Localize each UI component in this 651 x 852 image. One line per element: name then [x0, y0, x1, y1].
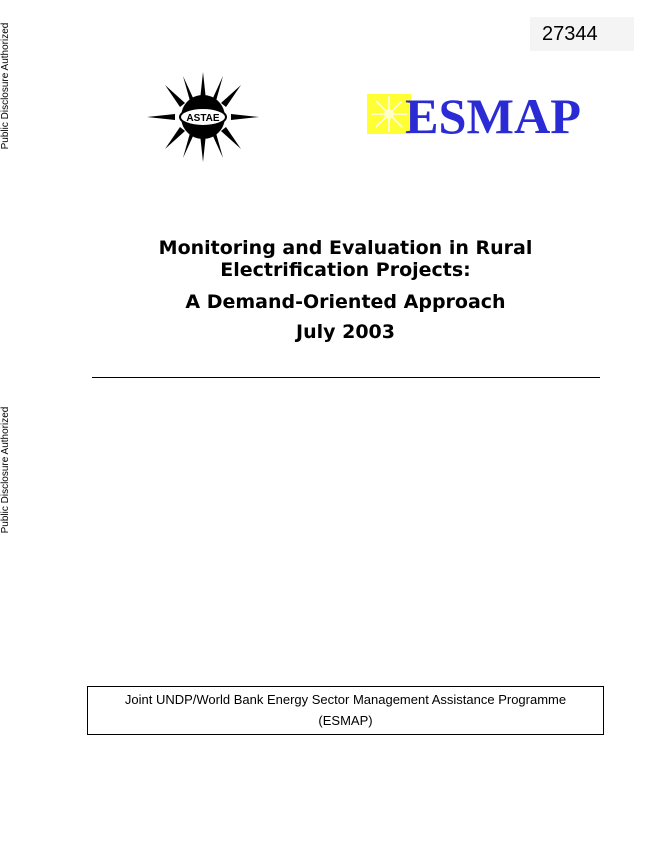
esmap-logo [367, 90, 581, 138]
title-block [90, 237, 601, 343]
report-number: 27344 [530, 17, 634, 51]
astae-logo [145, 70, 261, 164]
disclosure-stamp-bottom: Public Disclosure Authorized [0, 406, 11, 534]
footer-line-2: (ESMAP) [318, 713, 373, 728]
astae-logo-text: ASTAE [186, 113, 220, 124]
esmap-logo-text: ESMAP [405, 90, 581, 138]
document-title: Monitoring and Evaluation in Rural Electrification Projects: [158, 237, 533, 281]
horizontal-rule [92, 377, 600, 378]
document-subtitle: A Demand-Oriented Approach [185, 291, 506, 313]
footer-line-1: Joint UNDP/World Bank Energy Sector Management Assistance Programme [124, 692, 567, 707]
disclosure-stamp-top: Public Disclosure Authorized [0, 22, 11, 150]
document-date: July 2003 [296, 321, 395, 343]
footer-box [87, 686, 604, 735]
